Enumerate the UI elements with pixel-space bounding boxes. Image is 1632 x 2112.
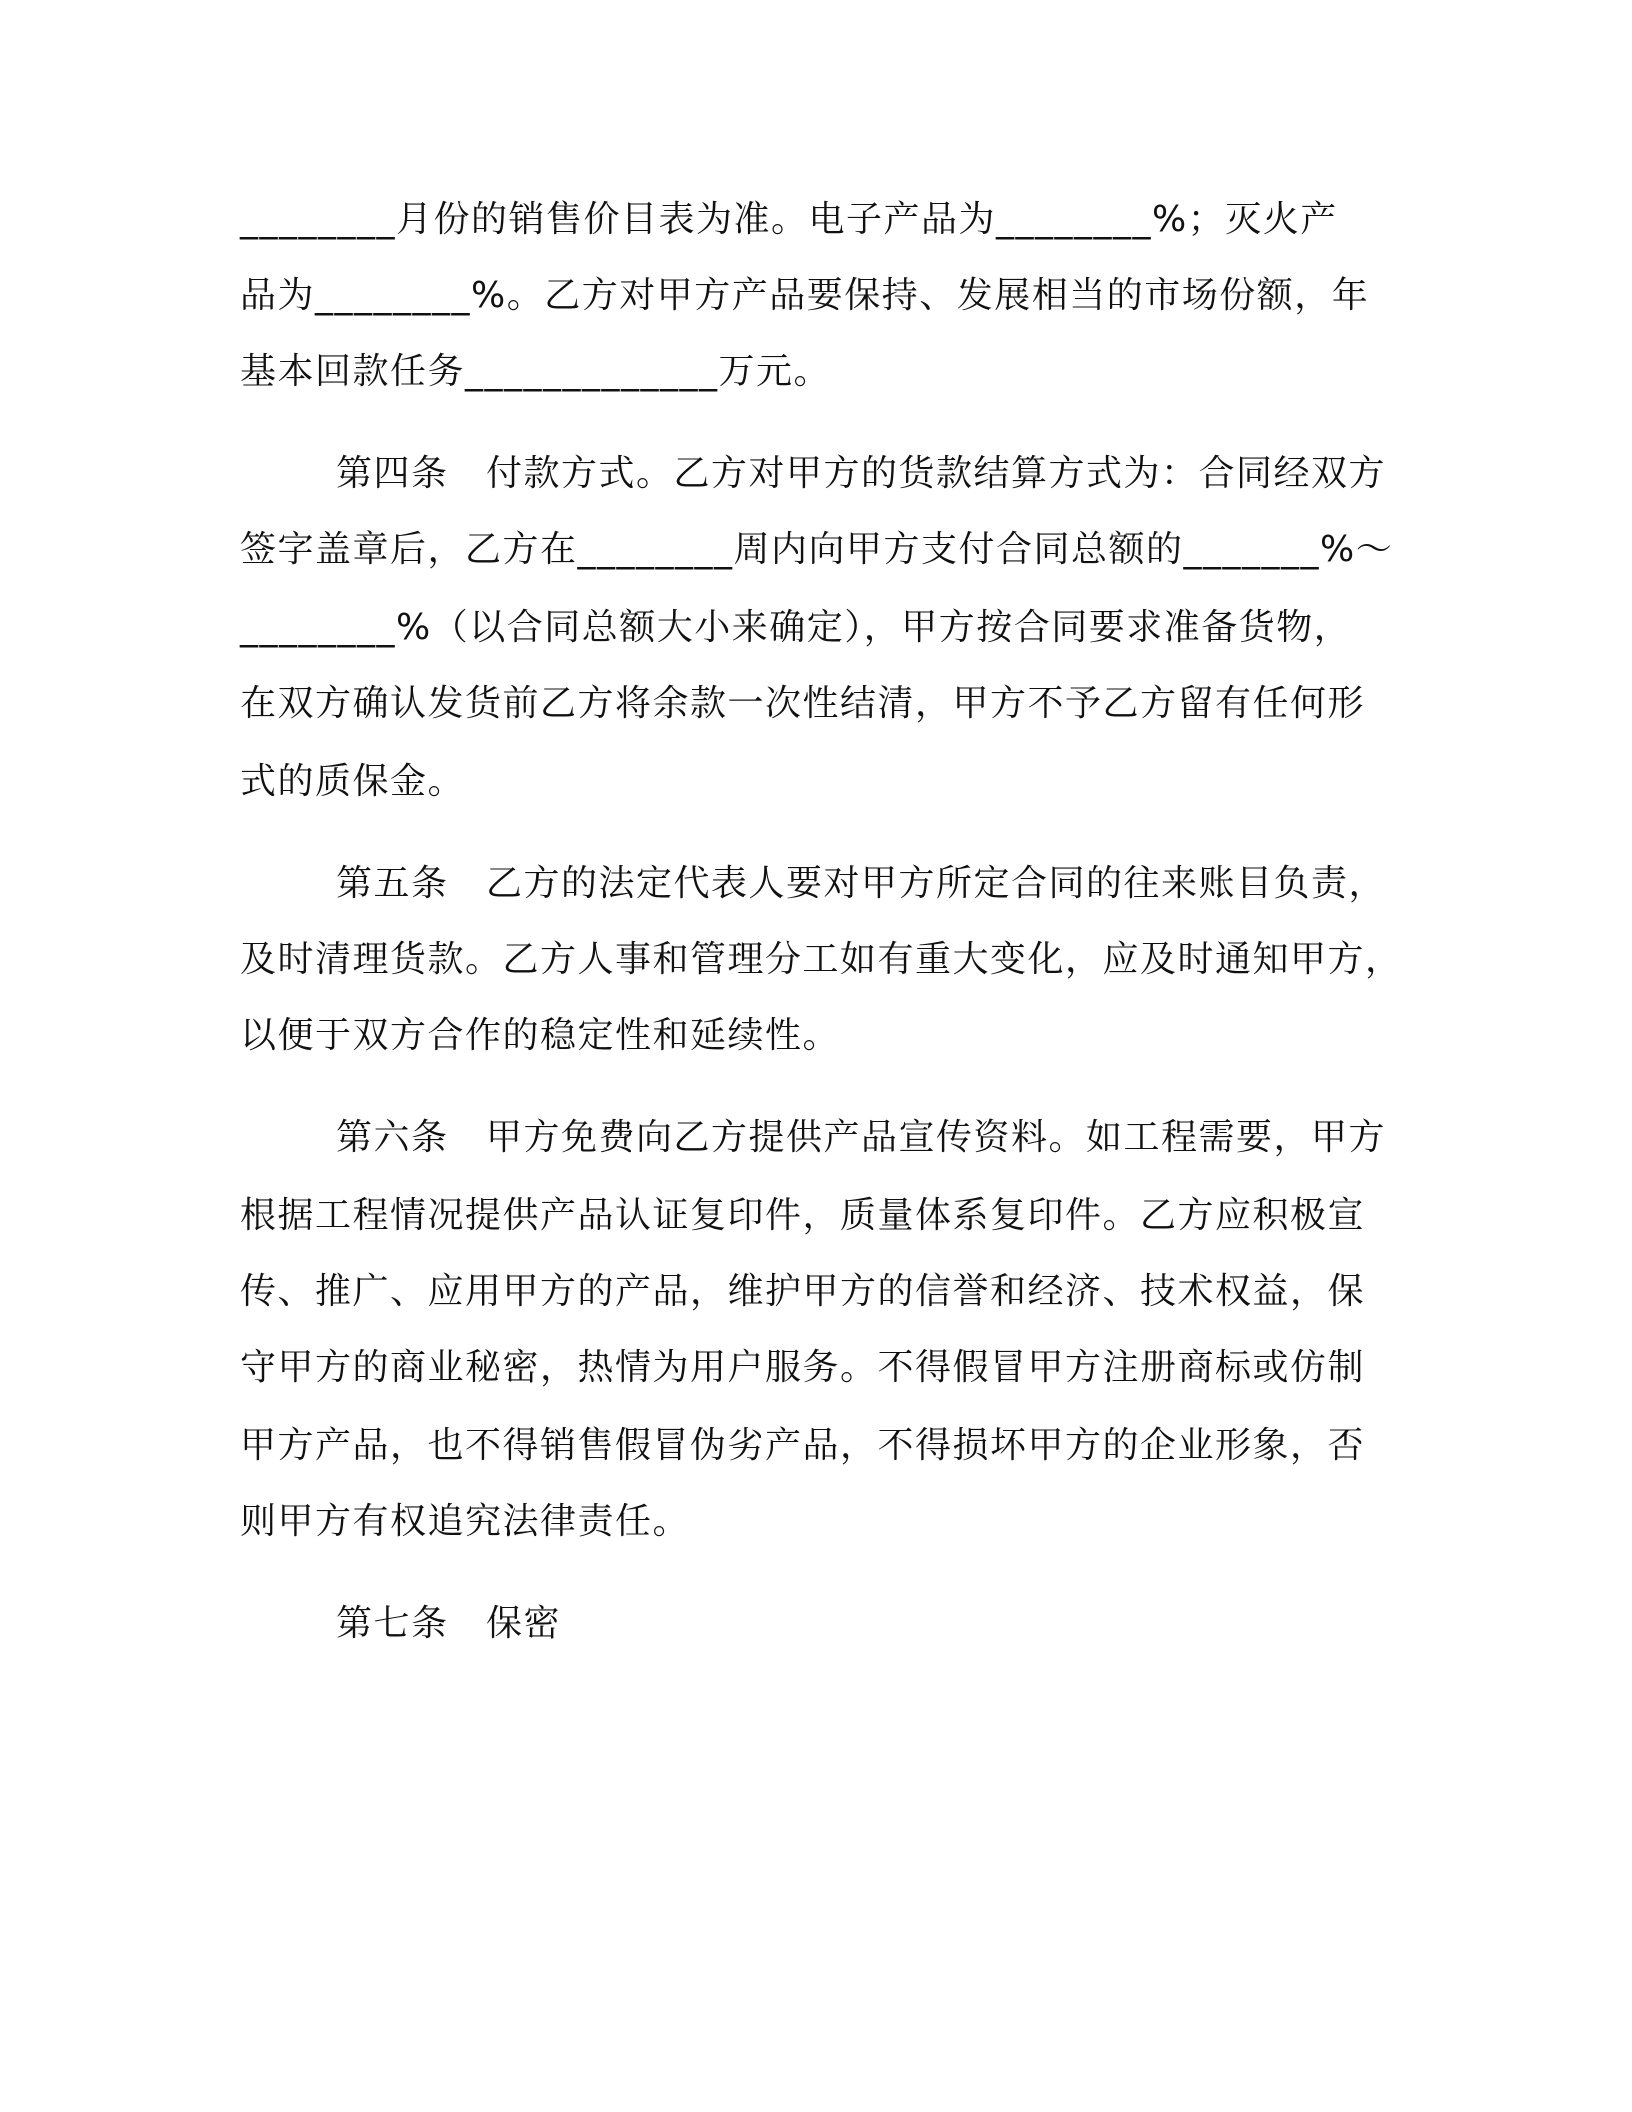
text-line: 式的质保金。 <box>240 761 466 802</box>
text-line: 根据工程情况提供产品认证复印件，质量体系复印件。乙方应积极宣 <box>240 1195 1366 1236</box>
text-line: 签字盖章后，乙方在________周内向甲方支付合同总额的_______%～ <box>240 529 1394 570</box>
text-line: 及时清理货款。乙方人事和管理分工如有重大变化，应及时通知甲方， <box>240 939 1403 980</box>
article-5-heading-line: 第五条 乙方的法定代表人要对甲方所定合同的往来账目负责， <box>336 863 1387 904</box>
text-line: 在双方确认发货前乙方将余款一次性结清，甲方不予乙方留有任何形 <box>240 683 1366 724</box>
text-line: 传、推广、应用甲方的产品，维护甲方的信誉和经济、技术权益，保 <box>240 1271 1366 1312</box>
text-line: 则甲方有权追究法律责任。 <box>240 1501 691 1542</box>
text-line: ________%（以合同总额大小来确定），甲方按合同要求准备货物， <box>240 607 1352 648</box>
text-line: 基本回款任务_____________万元。 <box>240 351 832 392</box>
text-line: 甲方产品，也不得销售假冒伪劣产品，不得损坏甲方的企业形象，否 <box>240 1425 1366 1466</box>
article-7-heading-line: 第七条 保密 <box>336 1603 562 1644</box>
text-line: 守甲方的商业秘密，热情为用户服务。不得假冒甲方注册商标或仿制 <box>240 1347 1366 1388</box>
text-line: ________月份的销售价目表为准。电子产品为________%；灭火产 <box>240 199 1338 240</box>
text-line: 品为________%。乙方对甲方产品要保持、发展相当的市场份额，年 <box>240 275 1370 316</box>
article-6-heading-line: 第六条 甲方免费向乙方提供产品宣传资料。如工程需要，甲方 <box>336 1117 1387 1158</box>
text-line: 以便于双方合作的稳定性和延续性。 <box>240 1015 841 1056</box>
article-4-heading-line: 第四条 付款方式。乙方对甲方的货款结算方式为：合同经双方 <box>336 453 1387 494</box>
